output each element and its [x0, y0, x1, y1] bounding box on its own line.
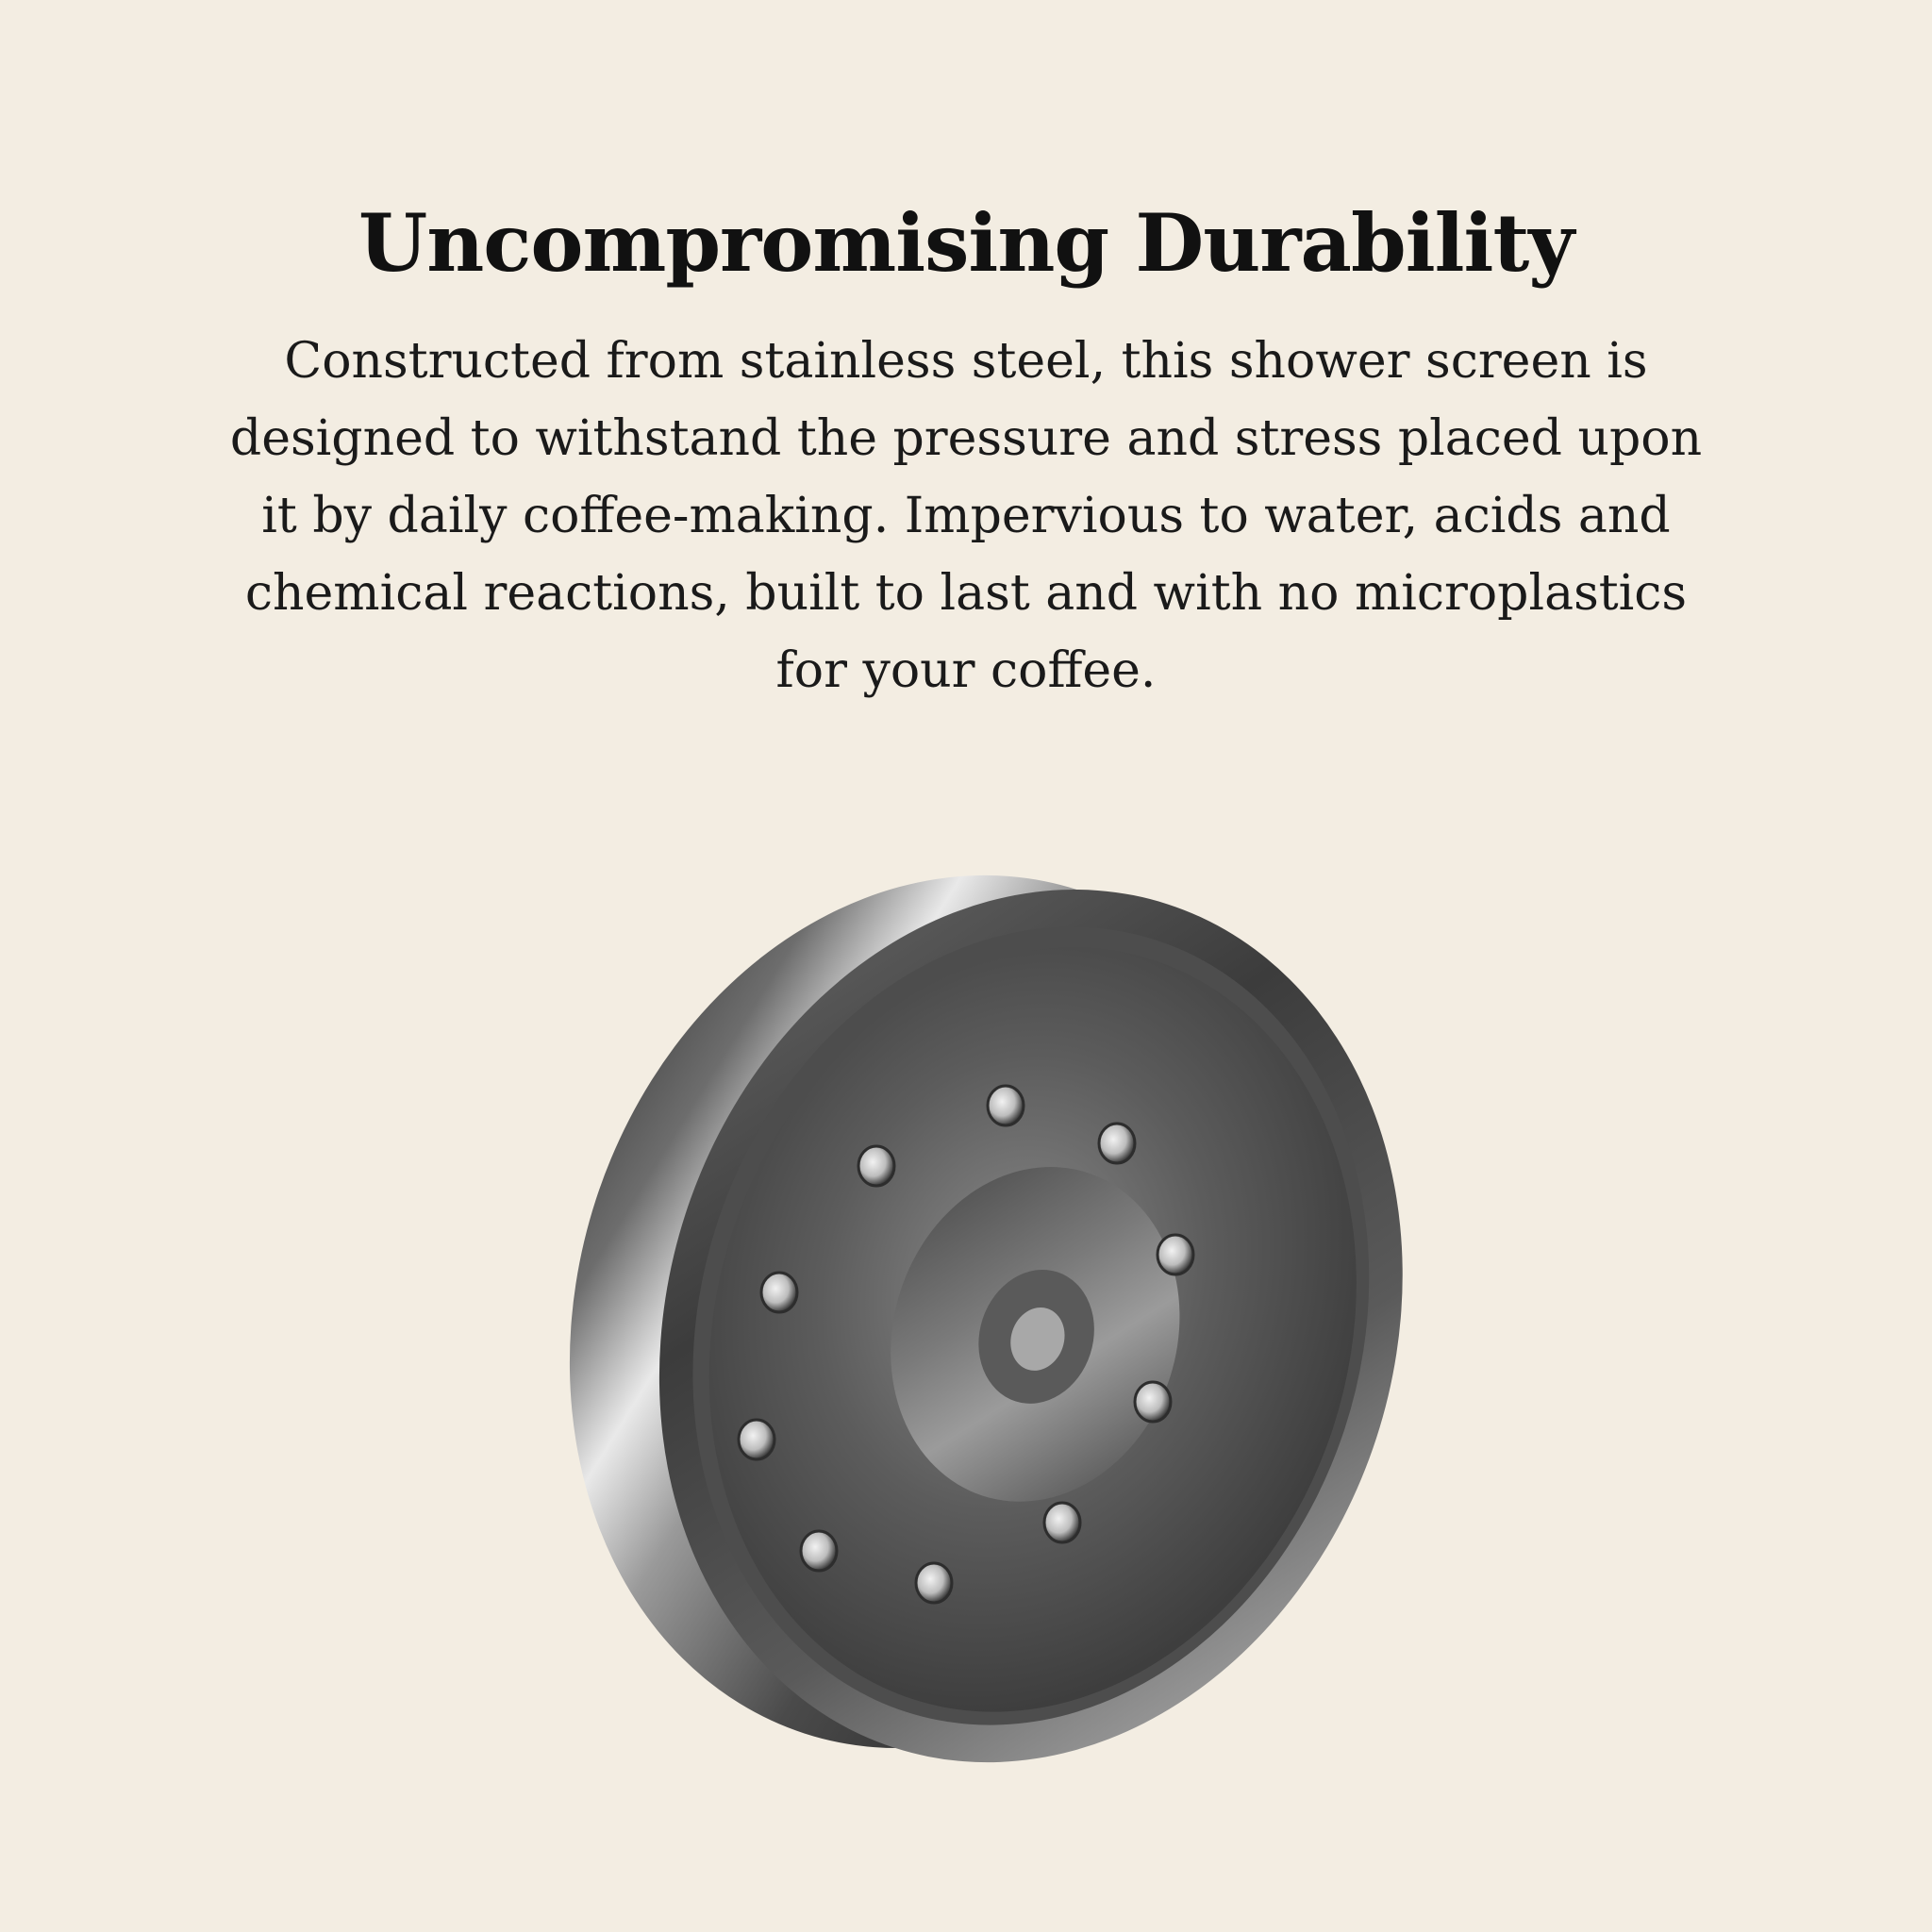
hole-icon: [739, 1420, 774, 1459]
shower-screen-body: [458, 764, 1513, 1874]
hole-icon: [858, 1146, 894, 1186]
hole-icon: [1044, 1503, 1080, 1542]
hole-icon: [1158, 1235, 1193, 1274]
hole-icon: [761, 1273, 797, 1312]
hole-icon: [801, 1531, 837, 1571]
page-title: Uncompromising Durability: [358, 196, 1574, 290]
hole-icon: [1135, 1382, 1171, 1422]
description-text: Constructed from stainless steel, this shower screen is designed to withstand the pressure and stress placed upon it by daily coffee-making. Impervious to water, acids and chemical reactions, built to last and with no microplastics for your coffee.: [229, 333, 1703, 699]
hole-icon: [988, 1086, 1024, 1125]
hole-icon: [916, 1563, 952, 1603]
hole-icon: [1099, 1124, 1135, 1163]
